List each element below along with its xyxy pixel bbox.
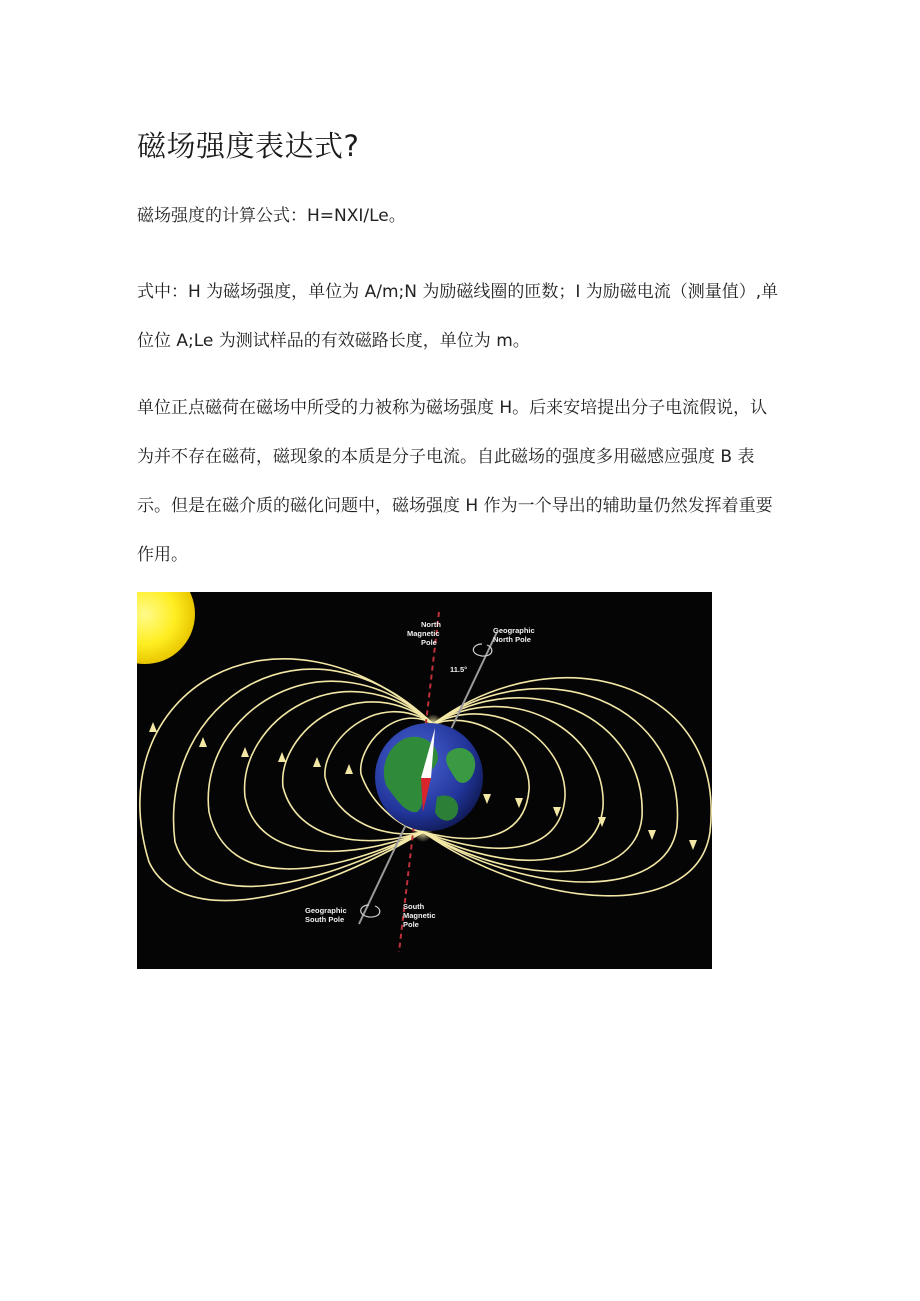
arrow [199,737,207,747]
history-paragraph: 单位正点磁荷在磁场中所受的力被称为磁场强度 H。后来安培提出分子电流假说，认为并不存在磁荷，磁现象的本质是分子电流。自此磁场的强度多用磁感应强度 B 表示。但是在磁介质的磁化问题中，磁场强度 H 作为一个导出的辅助量仍然发挥着重要作用。 [137,398,773,565]
arrow [553,807,561,817]
arrow [648,830,656,840]
tilt-angle-label: 11.5° [450,665,468,674]
svg-text:North Pole: North Pole [493,635,531,644]
geographic-south-pole-label [305,906,347,924]
south-magnetic-pole-label [403,902,436,929]
variables-paragraph: 式中：H 为磁场强度，单位为 A/m;N 为励磁线圈的匝数；I 为励磁电流（测量值）,单位位 A;Le 为测试样品的有效磁路长度，单位为 m。 [137,282,779,351]
south-rotation-arrow [361,905,380,917]
arrow [149,722,157,732]
arrow [689,840,697,850]
sun [137,592,195,664]
geographic-north-pole-label [493,626,535,644]
arrow [241,747,249,757]
svg-text:South Pole: South Pole [305,915,345,924]
arrow [345,764,353,774]
document-title: 磁场强度表达式? [137,129,360,163]
svg-text:Pole: Pole [421,638,437,647]
svg-text:Magnetic: Magnetic [403,911,436,920]
svg-text:Magnetic: Magnetic [407,629,440,638]
arrow [515,798,523,808]
arrow [278,752,286,762]
formula-paragraph: 磁场强度的计算公式：H=NXI/Le。 [137,206,406,226]
svg-text:North: North [421,620,441,629]
earth-magnetic-field-figure [137,592,712,969]
svg-text:Pole: Pole [403,920,419,929]
svg-text:Geographic: Geographic [305,906,347,915]
north-magnetic-pole-label [407,620,441,647]
svg-text:South: South [403,902,425,911]
svg-text:Geographic: Geographic [493,626,535,635]
arrow [313,757,321,767]
arrow [483,794,491,804]
